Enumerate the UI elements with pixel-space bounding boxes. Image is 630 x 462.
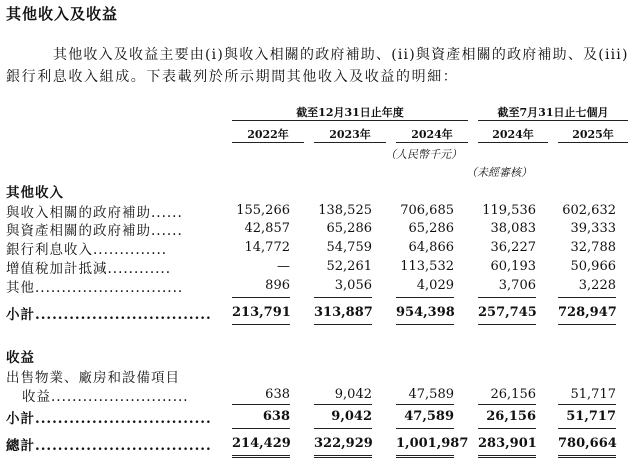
subtotal-bottom-rule: [314, 324, 372, 325]
subtotal-cell: 51,717: [566, 409, 616, 424]
cell: 26,156: [490, 387, 536, 402]
subtotal-cell: 313,887: [314, 305, 373, 320]
intro-paragraph-line-2: 銀行利息收入組成。下表載列於所示期間其他收入及收益的明細：: [6, 69, 459, 85]
subtotal-cell: 728,947: [558, 305, 617, 320]
cell: 65,286: [326, 221, 372, 236]
subtotal-rule: [232, 297, 290, 298]
cell: 32,788: [570, 240, 616, 255]
subtotal-rule: [558, 404, 616, 405]
total-double-rule: [558, 455, 616, 458]
subtotal-bottom-rule: [558, 324, 616, 325]
unit-label: （人民幣千元）: [385, 148, 462, 161]
cell: 64,866: [408, 240, 454, 255]
cell: 39,333: [570, 221, 616, 236]
total-cell: 283,901: [478, 436, 537, 451]
subtotal-rule: [314, 404, 372, 405]
subtotal-bottom-rule: [232, 428, 290, 429]
cell: 4,029: [416, 278, 454, 293]
row-label: 與收入相關的政府補助......: [6, 205, 183, 221]
column-rule: [396, 142, 468, 143]
section-title: 其他收入及收益: [6, 5, 119, 23]
subtotal-rule: [396, 404, 454, 405]
cell: 50,966: [570, 259, 616, 274]
subtotal-rule: [396, 297, 454, 298]
cell: 51,717: [570, 387, 616, 402]
cell: 638: [265, 387, 290, 402]
group-rule-seven-months: [478, 120, 628, 121]
column-rule: [232, 142, 304, 143]
column-header-2024: 2024年: [411, 128, 453, 141]
cell: 38,083: [490, 221, 536, 236]
cell: 9,042: [334, 387, 372, 402]
cell: 54,759: [326, 240, 372, 255]
cell: 113,532: [400, 259, 454, 274]
total-label: 總計...............................: [6, 438, 212, 454]
subtotal-rule: [558, 297, 616, 298]
cell: —: [277, 259, 290, 274]
cell: 36,227: [490, 240, 536, 255]
subtotal-rule: [478, 297, 536, 298]
column-rule: [314, 142, 386, 143]
total-double-rule: [314, 455, 372, 458]
subtotal-bottom-rule: [478, 324, 536, 325]
cell: 52,261: [326, 259, 372, 274]
subtotal-bottom-rule: [232, 324, 290, 325]
subtotal-cell: 213,791: [232, 305, 291, 320]
cell: 3,706: [498, 278, 536, 293]
row-label: 增值稅加計抵減............: [6, 261, 171, 277]
total-cell: 1,001,987: [396, 436, 469, 451]
cell: 602,632: [562, 203, 616, 218]
column-rule: [558, 142, 628, 143]
row-label: 與資產相關的政府補助......: [6, 223, 183, 239]
section-heading-other-income: 其他收入: [6, 185, 64, 201]
cell: 119,536: [482, 203, 536, 218]
subtotal-cell: 47,589: [404, 409, 454, 424]
subtotal-rule: [314, 297, 372, 298]
row-label: 出售物業、廠房和設備項目: [6, 370, 180, 386]
subtotal-bottom-rule: [396, 324, 454, 325]
row-label: 收益..........................: [22, 389, 189, 405]
cell: 60,193: [490, 259, 536, 274]
subtotal-bottom-rule: [558, 428, 616, 429]
intro-paragraph-line-1: 其他收入及收益主要由(i)與收入相關的政府補助、(ii)與資產相關的政府補助、及(iii): [53, 47, 629, 63]
cell: 155,266: [236, 203, 290, 218]
total-double-rule: [232, 455, 290, 458]
total-double-rule: [396, 455, 454, 458]
subtotal-cell: 26,156: [486, 409, 536, 424]
cell: 138,525: [318, 203, 372, 218]
group-header-fiscal-years: 截至12月31日止年度: [296, 106, 404, 119]
subtotal-bottom-rule: [478, 428, 536, 429]
column-header-2025-seven-months: 2025年: [572, 128, 614, 141]
cell: 47,589: [408, 387, 454, 402]
cell: 65,286: [408, 221, 454, 236]
column-header-2023: 2023年: [329, 128, 371, 141]
cell: 3,228: [578, 278, 616, 293]
subtotal-rule: [232, 404, 290, 405]
section-heading-gains: 收益: [6, 350, 35, 366]
row-label: 其他............................: [6, 280, 184, 296]
total-cell: 322,929: [314, 436, 373, 451]
unaudited-label: （未經審核）: [466, 166, 532, 179]
total-cell: 214,429: [232, 436, 291, 451]
cell: 896: [265, 278, 290, 293]
column-rule: [478, 142, 548, 143]
subtotal-bottom-rule: [314, 428, 372, 429]
group-header-seven-months: 截至7月31日止七個月: [497, 106, 609, 119]
subtotal-rule: [478, 404, 536, 405]
row-label: 銀行利息收入..............: [6, 242, 168, 258]
total-cell: 780,664: [558, 436, 617, 451]
subtotal-label: 小計...............................: [6, 411, 212, 427]
subtotal-cell: 9,042: [331, 409, 372, 424]
cell: 42,857: [244, 221, 290, 236]
subtotal-bottom-rule: [396, 428, 454, 429]
group-rule-fiscal-years: [232, 120, 468, 121]
cell: 3,056: [334, 278, 372, 293]
cell: 14,772: [244, 240, 290, 255]
subtotal-cell: 257,745: [478, 305, 537, 320]
cell: 706,685: [400, 203, 454, 218]
subtotal-cell: 638: [262, 409, 290, 424]
subtotal-label: 小計...............................: [6, 307, 212, 323]
subtotal-cell: 954,398: [396, 305, 455, 320]
column-header-2024-seven-months: 2024年: [492, 128, 534, 141]
total-double-rule: [478, 455, 536, 458]
column-header-2022: 2022年: [247, 128, 289, 141]
